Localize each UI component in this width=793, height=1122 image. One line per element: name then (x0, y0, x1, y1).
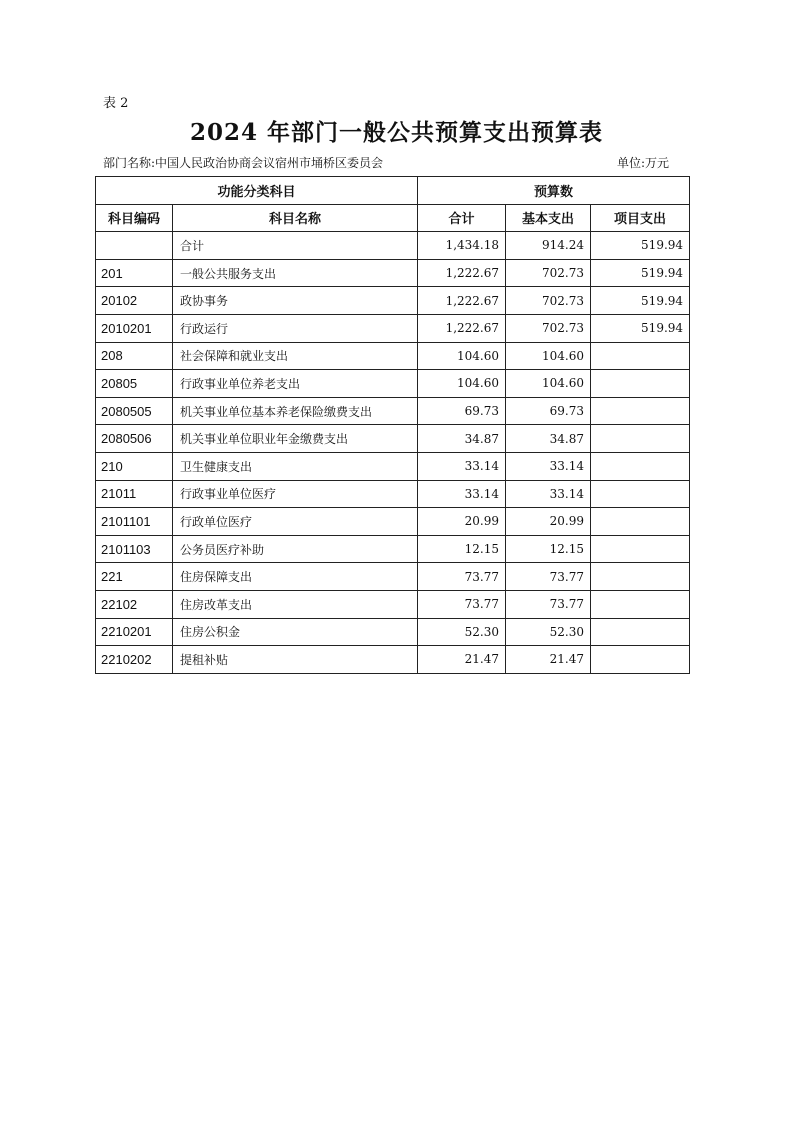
cell-basic: 73.77 (506, 590, 591, 618)
cell-code: 20102 (96, 287, 173, 315)
cell-name: 住房公积金 (173, 618, 418, 646)
cell-code: 2101101 (96, 508, 173, 536)
header-basic: 基本支出 (506, 204, 591, 232)
cell-code: 2080505 (96, 397, 173, 425)
cell-basic: 702.73 (506, 314, 591, 342)
table-row (96, 618, 690, 646)
cell-basic: 104.60 (506, 370, 591, 398)
cell-code: 2210202 (96, 646, 173, 674)
cell-total: 1,222.67 (418, 259, 506, 287)
table-row (96, 342, 690, 370)
cell-project (591, 618, 690, 646)
cell-total: 104.60 (418, 370, 506, 398)
cell-total: 12.15 (418, 535, 506, 563)
cell-project (591, 397, 690, 425)
cell-name: 行政事业单位养老支出 (173, 370, 418, 398)
cell-project (591, 508, 690, 536)
cell-name: 行政运行 (173, 314, 418, 342)
table-row (96, 452, 690, 480)
cell-code (96, 232, 173, 260)
cell-name: 机关事业单位基本养老保险缴费支出 (173, 397, 418, 425)
header-name: 科目名称 (173, 204, 418, 232)
cell-total: 73.77 (418, 563, 506, 591)
table-row (96, 590, 690, 618)
cell-total: 34.87 (418, 425, 506, 453)
cell-basic: 702.73 (506, 287, 591, 315)
table-row (96, 287, 690, 315)
cell-code: 2080506 (96, 425, 173, 453)
cell-basic: 104.60 (506, 342, 591, 370)
cell-name: 提租补贴 (173, 646, 418, 674)
cell-code: 22102 (96, 590, 173, 618)
cell-total: 69.73 (418, 397, 506, 425)
cell-code: 2101103 (96, 535, 173, 563)
budget-table (95, 176, 690, 674)
cell-total: 104.60 (418, 342, 506, 370)
header-code: 科目编码 (96, 204, 173, 232)
cell-code: 208 (96, 342, 173, 370)
cell-name: 住房保障支出 (173, 563, 418, 591)
cell-basic: 12.15 (506, 535, 591, 563)
table-row (96, 535, 690, 563)
cell-name: 合计 (173, 232, 418, 260)
cell-project (591, 370, 690, 398)
table-row (96, 232, 690, 260)
cell-total: 33.14 (418, 452, 506, 480)
cell-basic: 34.87 (506, 425, 591, 453)
cell-code: 20805 (96, 370, 173, 398)
table-tag: 表 2 (103, 96, 129, 111)
header-functional-classification: 功能分类科目 (96, 177, 418, 205)
cell-code: 2010201 (96, 314, 173, 342)
cell-project: 519.94 (591, 232, 690, 260)
cell-total: 1,222.67 (418, 287, 506, 315)
table-row (96, 563, 690, 591)
cell-name: 政协事务 (173, 287, 418, 315)
cell-project (591, 535, 690, 563)
cell-project (591, 425, 690, 453)
table-row (96, 480, 690, 508)
department-label: 部门名称:中国人民政治协商会议宿州市埇桥区委员会 (103, 156, 384, 170)
header-project: 项目支出 (591, 204, 690, 232)
header-total: 合计 (418, 204, 506, 232)
cell-total: 73.77 (418, 590, 506, 618)
cell-project (591, 646, 690, 674)
table-row (96, 425, 690, 453)
cell-code: 210 (96, 452, 173, 480)
header-column-row (96, 204, 690, 232)
cell-name: 一般公共服务支出 (173, 259, 418, 287)
cell-total: 1,222.67 (418, 314, 506, 342)
cell-project (591, 563, 690, 591)
cell-project (591, 452, 690, 480)
table-row (96, 646, 690, 674)
cell-name: 社会保障和就业支出 (173, 342, 418, 370)
table-body (96, 232, 690, 674)
cell-project (591, 480, 690, 508)
cell-code: 201 (96, 259, 173, 287)
cell-total: 33.14 (418, 480, 506, 508)
cell-basic: 69.73 (506, 397, 591, 425)
cell-name: 行政事业单位医疗 (173, 480, 418, 508)
cell-code: 2210201 (96, 618, 173, 646)
cell-total: 20.99 (418, 508, 506, 536)
table-row (96, 314, 690, 342)
cell-basic: 914.24 (506, 232, 591, 260)
cell-total: 52.30 (418, 618, 506, 646)
cell-basic: 21.47 (506, 646, 591, 674)
header-group-row (96, 177, 690, 205)
cell-name: 行政单位医疗 (173, 508, 418, 536)
cell-name: 机关事业单位职业年金缴费支出 (173, 425, 418, 453)
cell-basic: 702.73 (506, 259, 591, 287)
cell-basic: 52.30 (506, 618, 591, 646)
page-title: 2024 年部门一般公共预算支出预算表 (189, 119, 604, 146)
cell-name: 卫生健康支出 (173, 452, 418, 480)
table-row (96, 370, 690, 398)
cell-basic: 20.99 (506, 508, 591, 536)
cell-project: 519.94 (591, 314, 690, 342)
cell-basic: 33.14 (506, 480, 591, 508)
cell-code: 21011 (96, 480, 173, 508)
cell-project: 519.94 (591, 287, 690, 315)
cell-project (591, 590, 690, 618)
cell-name: 公务员医疗补助 (173, 535, 418, 563)
table-row (96, 508, 690, 536)
cell-basic: 33.14 (506, 452, 591, 480)
cell-total: 21.47 (418, 646, 506, 674)
cell-name: 住房改革支出 (173, 590, 418, 618)
header-budget-amount: 预算数 (418, 177, 690, 205)
cell-project (591, 342, 690, 370)
cell-project: 519.94 (591, 259, 690, 287)
cell-basic: 73.77 (506, 563, 591, 591)
table-row (96, 259, 690, 287)
table-row (96, 397, 690, 425)
unit-label: 单位:万元 (617, 156, 670, 170)
cell-total: 1,434.18 (418, 232, 506, 260)
cell-code: 221 (96, 563, 173, 591)
